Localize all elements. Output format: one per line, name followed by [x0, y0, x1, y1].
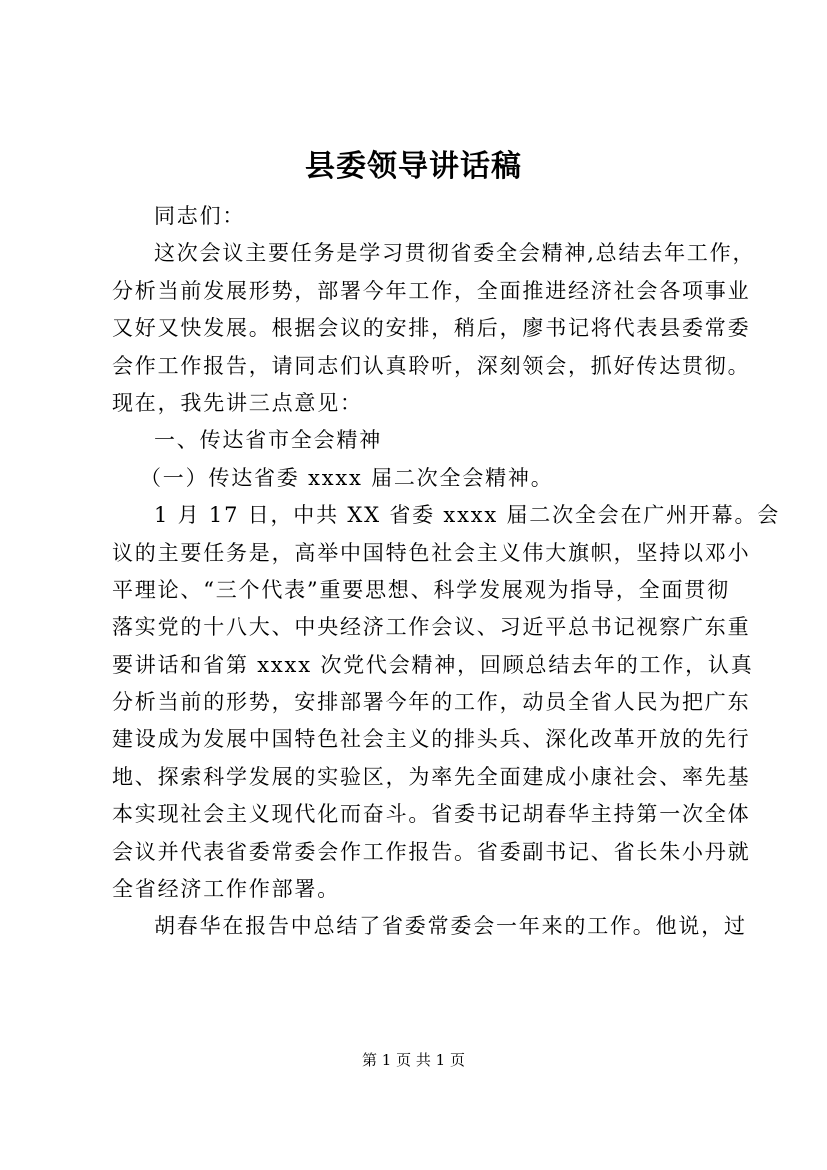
- paragraph-line: 现在，我先讲三点意见：: [112, 390, 363, 415]
- document-title: 县委领导讲话稿: [305, 149, 522, 184]
- page-number: 第 1 页 共 1 页: [362, 1051, 465, 1069]
- paragraph-line: 地、探索科学发展的实验区，为率先全面建成小康社会、率先基: [112, 764, 751, 789]
- paragraph-line: 议的主要任务是，高举中国特色社会主义伟大旗帜，坚持以邓小: [112, 540, 751, 565]
- paragraph-line: 建设成为发展中国特色社会主义的排头兵、深化改革开放的先行: [112, 727, 751, 752]
- greeting-line: 同志们：: [154, 204, 246, 228]
- paragraph-line: 全省经济工作作部署。: [112, 877, 340, 902]
- paragraph-line: 平理论、“三个代表”重要思想、科学发展观为指导，全面贯彻: [112, 577, 730, 602]
- page-footer: [0, 1050, 827, 1070]
- paragraph-line: 1 月 17 日，中共 XX 省委 xxxx 届二次全会在广州开幕。会: [154, 503, 781, 528]
- paragraph-line: 会议并代表省委常委会作工作报告。省委副书记、省长朱小丹就: [112, 839, 751, 864]
- paragraph-line: 这次会议主要任务是学习贯彻省委全会精神,总结去年工作，: [154, 241, 756, 266]
- subsection-heading: （一）传达省委 xxxx 届二次全会精神。: [140, 465, 554, 490]
- section-heading: 一、传达省市全会精神: [154, 428, 382, 453]
- paragraph-line: 落实党的十八大、中央经济工作会议、习近平总书记视察广东重: [112, 615, 751, 640]
- paragraph-line: 又好又快发展。根据会议的安排，稍后，廖书记将代表县委常委: [112, 316, 751, 341]
- paragraph-line: 会作工作报告，请同志们认真聆听，深刻领会，抓好传达贯彻。: [112, 353, 751, 378]
- paragraph-line: 分析当前发展形势，部署今年工作，全面推进经济社会各项事业: [112, 278, 751, 303]
- paragraph-line: 分析当前的形势，安排部署今年的工作，动员全省人民为把广东: [112, 690, 751, 715]
- document-body: [112, 198, 781, 946]
- paragraph-line: 胡春华在报告中总结了省委常委会一年来的工作。他说，过: [154, 914, 747, 939]
- paragraph-line: 要讲话和省第 xxxx 次党代会精神，回顾总结去年的工作，认真: [112, 652, 754, 677]
- paragraph-line: 本实现社会主义现代化而奋斗。省委书记胡春华主持第一次全体: [112, 802, 751, 827]
